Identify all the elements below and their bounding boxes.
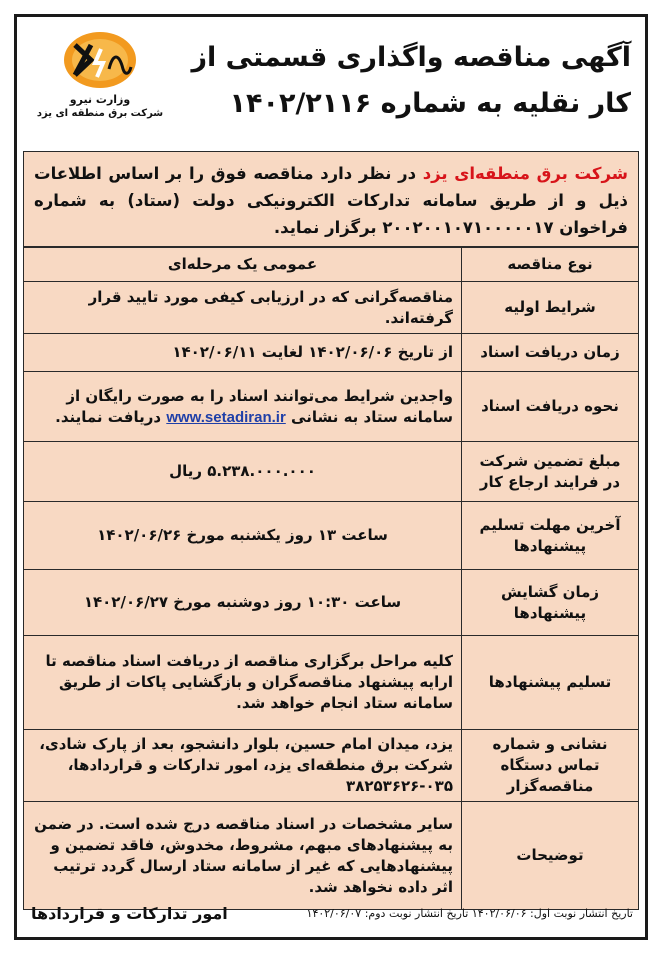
- company-name-small: شرکت برق منطقه ای یزد: [36, 108, 164, 119]
- table-row: [24, 570, 639, 636]
- intro-text: در نظر دارد مناقصه فوق را بر اساس اطلاعات ذیل و از طریق سامانه تدارکات الکترونیکی دولت (ستاد) به شماره فراخوان ۲۰۰۲۰۰۱۰۷۱۰۰۰۰۰۱۷ برگزار نماید.: [34, 164, 628, 237]
- tender-notice: [14, 14, 648, 940]
- row-label: توضیحات: [462, 802, 639, 910]
- office-name: امور تدارکات و قراردادها: [31, 904, 228, 923]
- intro-company-name: شرکت برق منطقه‌ای یزد: [422, 164, 628, 183]
- row-value: ساعت ۱۰:۳۰ روز دوشنبه مورخ ۱۴۰۲/۰۶/۲۷: [24, 570, 462, 636]
- row-value: کلیه مراحل برگزاری مناقصه از دریافت اسناد مناقصه تا ارایه پیشنهاد مناقصه‌گران و بازگشایی پاکات از طریق سامانه ستاد انجام خواهد شد.: [24, 636, 462, 730]
- row-value-suffix: دریافت نمایند.: [55, 407, 167, 426]
- row-label: نحوه دریافت اسناد: [462, 372, 639, 442]
- table-row: [24, 636, 639, 730]
- header: [17, 17, 645, 145]
- title-line-2: کار نقلیه به شماره ۱۴۰۲/۲۱۱۶: [229, 88, 631, 119]
- row-value: یزد، میدان امام حسین، بلوار دانشجو، بعد از پارک شادی، شرکت برق منطقه‌ای یزد، امور تدارکات و قراردادها، ۰۳۵-۳۸۲۵۳۶۲۶: [24, 730, 462, 802]
- row-value: [24, 372, 462, 442]
- row-value: ۵.۲۳۸.۰۰۰.۰۰۰ ریال: [24, 442, 462, 502]
- row-value: مناقصه‌گرانی که در ارزیابی کیفی مورد تایید قرار گرفته‌اند.: [24, 282, 462, 334]
- row-value: عمومی یک مرحله‌ای: [24, 248, 462, 282]
- row-label: شرایط اولیه: [462, 282, 639, 334]
- intro-paragraph: [23, 151, 639, 247]
- row-label: زمان دریافت اسناد: [462, 334, 639, 372]
- row-value: ساعت ۱۳ روز یکشنبه مورخ ۱۴۰۲/۰۶/۲۶: [24, 502, 462, 570]
- ministry-logo: [25, 29, 175, 139]
- row-label: آخرین مهلت تسلیم پیشنهادها: [462, 502, 639, 570]
- table-row: [24, 730, 639, 802]
- table-row: [24, 372, 639, 442]
- row-label: زمان گشایش پیشنهادها: [462, 570, 639, 636]
- table-row: [24, 442, 639, 502]
- table-row: [24, 248, 639, 282]
- row-label: تسلیم پیشنهادها: [462, 636, 639, 730]
- table-row: [24, 502, 639, 570]
- row-label: نشانی و شماره تماس دستگاه مناقصه‌گزار: [462, 730, 639, 802]
- table-row: [24, 802, 639, 910]
- title-line-1: آگهی مناقصه واگذاری قسمتی از: [191, 42, 631, 73]
- setadiran-link[interactable]: www.setadiran.ir: [166, 408, 286, 426]
- row-value: از تاریخ ۱۴۰۲/۰۶/۰۶ لغایت ۱۴۰۲/۰۶/۱۱: [24, 334, 462, 372]
- row-value-text: واجدین شرایط می‌توانند اسناد را به صورت رایگان از سامانه ستاد به نشانی: [66, 386, 453, 426]
- publish-dates: تاریخ انتشار نوبت اول: ۱۴۰۲/۰۶/۰۶ تاریخ انتشار نوبت دوم: ۱۴۰۲/۰۶/۰۷: [306, 907, 633, 920]
- footer: [25, 901, 637, 927]
- page-title: [191, 35, 631, 127]
- row-label: مبلغ تضمین شرکت در فرایند ارجاع کار: [462, 442, 639, 502]
- row-label: نوع مناقصه: [462, 248, 639, 282]
- table-row: [24, 334, 639, 372]
- tender-details-table: [23, 247, 639, 910]
- table-row: [24, 282, 639, 334]
- row-value: سایر مشخصات در اسناد مناقصه درج شده است. در ضمن به پیشنهادهای مبهم، مشروط، مخدوش، فاقد تضمین و پیشنهادهایی که غیر از سامانه ستاد ارسال گردد ترتیب اثر داده نخواهد شد.: [24, 802, 462, 910]
- tavanir-logo-icon: [61, 29, 139, 91]
- ministry-name: وزارت نیرو: [69, 93, 131, 106]
